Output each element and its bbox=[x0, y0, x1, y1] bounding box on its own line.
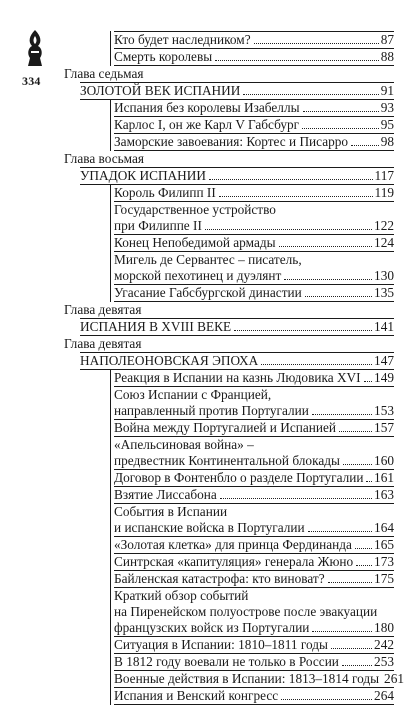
toc-entry-group bbox=[110, 31, 394, 66]
toc-entry bbox=[114, 49, 394, 66]
toc-entry-title: при Филиппе II bbox=[114, 218, 202, 233]
toc-entry-page: 88 bbox=[380, 49, 394, 64]
toc-entry-title: Конец Непобедимой армады bbox=[114, 235, 276, 250]
toc-entry-title: Кто будет наследником? bbox=[114, 32, 251, 47]
toc-entry-line bbox=[114, 537, 394, 554]
chapter-section bbox=[80, 167, 394, 302]
toc-entry bbox=[114, 487, 394, 504]
toc-entry-line bbox=[114, 637, 394, 654]
toc-entry-group bbox=[110, 370, 404, 705]
toc-entry-line bbox=[114, 370, 394, 387]
toc-entry-line bbox=[114, 202, 394, 218]
toc-entry-title: Заморские завоевания: Кортес и Писарро bbox=[114, 134, 349, 149]
toc-entry-line bbox=[114, 403, 394, 420]
toc-leader bbox=[215, 60, 379, 61]
section-page: 141 bbox=[374, 319, 394, 334]
page-number: 334 bbox=[22, 74, 41, 88]
toc-entry-title: Союз Испании с Францией, bbox=[114, 387, 272, 402]
toc-entry-title: Испания и Венский конгресс bbox=[114, 688, 279, 703]
toc-entry-line bbox=[114, 453, 394, 470]
chapter-section bbox=[80, 352, 404, 705]
chapter-label: Глава девятая bbox=[64, 302, 142, 317]
toc-entry bbox=[114, 117, 394, 134]
toc-entry bbox=[114, 185, 394, 202]
toc-entry bbox=[114, 387, 394, 420]
toc-entry-title: События в Испании bbox=[114, 504, 228, 519]
toc-leader bbox=[356, 565, 372, 566]
toc-entry-title: французских войск из Португалии bbox=[114, 620, 310, 635]
toc-entry-page: 87 bbox=[380, 32, 394, 47]
toc-entry bbox=[114, 671, 404, 688]
toc-entry bbox=[114, 504, 394, 537]
toc-leader bbox=[220, 498, 372, 499]
toc-entry bbox=[114, 285, 394, 302]
toc-entry-line bbox=[114, 117, 394, 134]
section-title: ЗОЛОТОЙ ВЕК ИСПАНИИ bbox=[80, 83, 241, 98]
toc-entry-title: Реакция в Испании на казнь Людовика XVI bbox=[114, 370, 361, 385]
toc-entry-line bbox=[114, 268, 394, 285]
toc-leader bbox=[303, 111, 379, 112]
toc-entry-line bbox=[114, 604, 394, 620]
toc-entry-page: 180 bbox=[374, 620, 394, 635]
toc-entry-page: 119 bbox=[374, 185, 394, 200]
chapter-label: Глава девятая bbox=[64, 336, 142, 351]
toc-entry-page: 173 bbox=[374, 554, 394, 569]
toc-entry-line bbox=[114, 185, 394, 202]
toc-entry-group bbox=[110, 185, 394, 302]
toc-entry-title: Король Филипп II bbox=[114, 185, 216, 200]
toc-entry bbox=[114, 588, 394, 637]
section-line bbox=[80, 318, 394, 336]
toc-leader bbox=[254, 43, 379, 44]
toc-entry-title: «Апельсиновая война» – bbox=[114, 437, 254, 452]
toc-entry bbox=[114, 235, 394, 252]
toc-entry-page: 124 bbox=[374, 235, 394, 250]
section-page: 91 bbox=[380, 83, 394, 98]
toc-entry bbox=[114, 537, 394, 554]
toc-entry bbox=[114, 252, 394, 285]
toc-entry-page: 98 bbox=[380, 134, 394, 149]
toc-leader bbox=[312, 631, 372, 632]
toc-entry bbox=[114, 637, 394, 654]
toc-entry-title: Война между Португалией и Испанией bbox=[114, 420, 337, 435]
toc-entry bbox=[114, 654, 394, 671]
toc-entry bbox=[114, 437, 394, 470]
toc-entry-line bbox=[114, 520, 394, 537]
section-line bbox=[80, 167, 394, 185]
toc-entry bbox=[114, 420, 394, 437]
chapter-label: Глава восьмая bbox=[64, 151, 145, 166]
toc-entry-title: Синтрская «капитуляция» генерала Жюно bbox=[114, 554, 354, 569]
toc-entry-page: 130 bbox=[374, 268, 394, 283]
toc-entry-page: 261 bbox=[384, 671, 404, 686]
toc-entry-title: Испания без королевы Изабеллы bbox=[114, 100, 300, 115]
toc-entry-title: Ситуация в Испании: 1810–1811 годы bbox=[114, 637, 328, 652]
toc-entry-line bbox=[114, 285, 394, 302]
toc-leader bbox=[351, 145, 379, 146]
toc-entry-line bbox=[114, 554, 394, 571]
section-title: НАПОЛЕОНОВСКАЯ ЭПОХА bbox=[80, 353, 259, 368]
toc-entry-line bbox=[114, 504, 394, 520]
toc-entry-title: на Пиренейском полуострове после эвакуации bbox=[114, 604, 378, 619]
toc-entry-page: 161 bbox=[374, 470, 394, 485]
toc-leader bbox=[343, 464, 372, 465]
toc-entry-page: 122 bbox=[374, 218, 394, 233]
toc-entry-page: 163 bbox=[374, 487, 394, 502]
toc-leader bbox=[312, 414, 372, 415]
toc-entry-line bbox=[114, 671, 404, 688]
toc-leader bbox=[355, 548, 372, 549]
toc-entry-page: 253 bbox=[374, 654, 394, 669]
toc-entry-page: 135 bbox=[374, 285, 394, 300]
chapter-section bbox=[80, 318, 394, 336]
toc-entry-line bbox=[114, 100, 394, 117]
toc-entry-line bbox=[114, 688, 394, 705]
toc-leader bbox=[234, 330, 372, 331]
toc-entry-page: 93 bbox=[380, 100, 394, 115]
toc-leader bbox=[205, 229, 372, 230]
toc-entry-page: 165 bbox=[374, 537, 394, 552]
toc-entry-line bbox=[114, 470, 394, 487]
toc-entry-line bbox=[114, 571, 394, 588]
table-of-contents bbox=[64, 31, 404, 705]
publisher-logo-icon bbox=[24, 28, 46, 68]
toc-entry-line bbox=[114, 252, 394, 268]
toc-entry-page: 149 bbox=[374, 370, 394, 385]
toc-leader bbox=[219, 196, 373, 197]
toc-entry-line bbox=[114, 134, 394, 151]
toc-leader bbox=[366, 481, 372, 482]
toc-leader bbox=[284, 279, 372, 280]
toc-entry-page: 95 bbox=[380, 117, 394, 132]
toc-entry-page: 157 bbox=[374, 420, 394, 435]
toc-entry bbox=[114, 370, 394, 387]
toc-leader bbox=[302, 128, 379, 129]
toc-entry-title: морской пехотинец и дуэлянт bbox=[114, 268, 282, 283]
toc-entry-title: Государственное устройство bbox=[114, 202, 276, 217]
toc-entry bbox=[114, 202, 394, 235]
toc-entry bbox=[114, 134, 394, 151]
chapter-section bbox=[80, 82, 394, 151]
toc-leader bbox=[209, 179, 373, 180]
toc-entry-line bbox=[114, 387, 394, 403]
toc-entry bbox=[114, 554, 394, 571]
toc-entry-line bbox=[114, 588, 394, 604]
toc-leader bbox=[364, 381, 372, 382]
toc-entry-title: «Золотая клетка» для принца Фердинанда bbox=[114, 537, 352, 552]
chapter-label: Глава седьмая bbox=[64, 66, 144, 81]
toc-entry-title: Смерть королевы bbox=[114, 49, 213, 64]
toc-entry-line bbox=[114, 654, 394, 671]
toc-entry-page: 160 bbox=[374, 453, 394, 468]
toc-entry-page: 175 bbox=[374, 571, 394, 586]
toc-entry bbox=[114, 470, 394, 487]
toc-entry-title: Договор в Фонтенбло о разделе Португалии bbox=[114, 470, 364, 485]
toc-entry-title: предвестник Континентальной блокады bbox=[114, 453, 340, 468]
toc-entry-title: Краткий обзор событий bbox=[114, 588, 249, 603]
toc-entry-title: Угасание Габсбургской династии bbox=[114, 285, 302, 300]
toc-entry-line bbox=[114, 218, 394, 235]
toc-leader bbox=[308, 531, 372, 532]
toc-leader bbox=[305, 296, 372, 297]
toc-entry-group bbox=[110, 100, 394, 151]
toc-entry-page: 164 bbox=[374, 520, 394, 535]
toc-entry-line bbox=[114, 420, 394, 437]
toc-entry-line bbox=[114, 437, 394, 453]
section-line bbox=[80, 352, 394, 370]
toc-entry-page: 242 bbox=[374, 637, 394, 652]
toc-entry-line bbox=[114, 31, 394, 49]
section-page: 147 bbox=[374, 353, 394, 368]
toc-entry-title: Карлос I, он же Карл V Габсбург bbox=[114, 117, 300, 132]
toc-entry bbox=[114, 100, 394, 117]
section-title: УПАДОК ИСПАНИИ bbox=[80, 168, 206, 183]
toc-leader bbox=[339, 431, 372, 432]
toc-leader bbox=[342, 665, 372, 666]
section-title: ИСПАНИЯ В XVIII ВЕКЕ bbox=[80, 319, 232, 334]
toc-entry-title: В 1812 году воевали не только в России bbox=[114, 654, 339, 669]
toc-entry bbox=[114, 571, 394, 588]
toc-entry-page: 264 bbox=[374, 688, 394, 703]
toc-leader bbox=[243, 94, 378, 95]
toc-entry-line bbox=[114, 235, 394, 252]
toc-entry bbox=[114, 31, 394, 49]
toc-entry bbox=[114, 688, 394, 705]
toc-leader bbox=[328, 582, 372, 583]
toc-entry-line bbox=[114, 620, 394, 637]
toc-leader bbox=[261, 364, 372, 365]
toc-entry-page: 153 bbox=[374, 403, 394, 418]
toc-leader bbox=[281, 699, 372, 700]
toc-entry-line bbox=[114, 49, 394, 66]
toc-entry-title: Байленская катастрофа: кто виноват? bbox=[114, 571, 325, 586]
toc-entry-title: и испанские войска в Португалии bbox=[114, 520, 305, 535]
toc-leader bbox=[279, 246, 372, 247]
toc-leader bbox=[331, 648, 372, 649]
toc-entry-title: направленный против Португалии bbox=[114, 403, 309, 418]
toc-entry-title: Мигель де Сервантес – писатель, bbox=[114, 252, 302, 267]
toc-entry-line bbox=[114, 487, 394, 504]
toc-entry-title: Взятие Лиссабона bbox=[114, 487, 217, 502]
section-page: 117 bbox=[374, 168, 394, 183]
section-line bbox=[80, 82, 394, 100]
toc-entry-title: Военные действия в Испании: 1813–1814 годы bbox=[114, 671, 380, 686]
